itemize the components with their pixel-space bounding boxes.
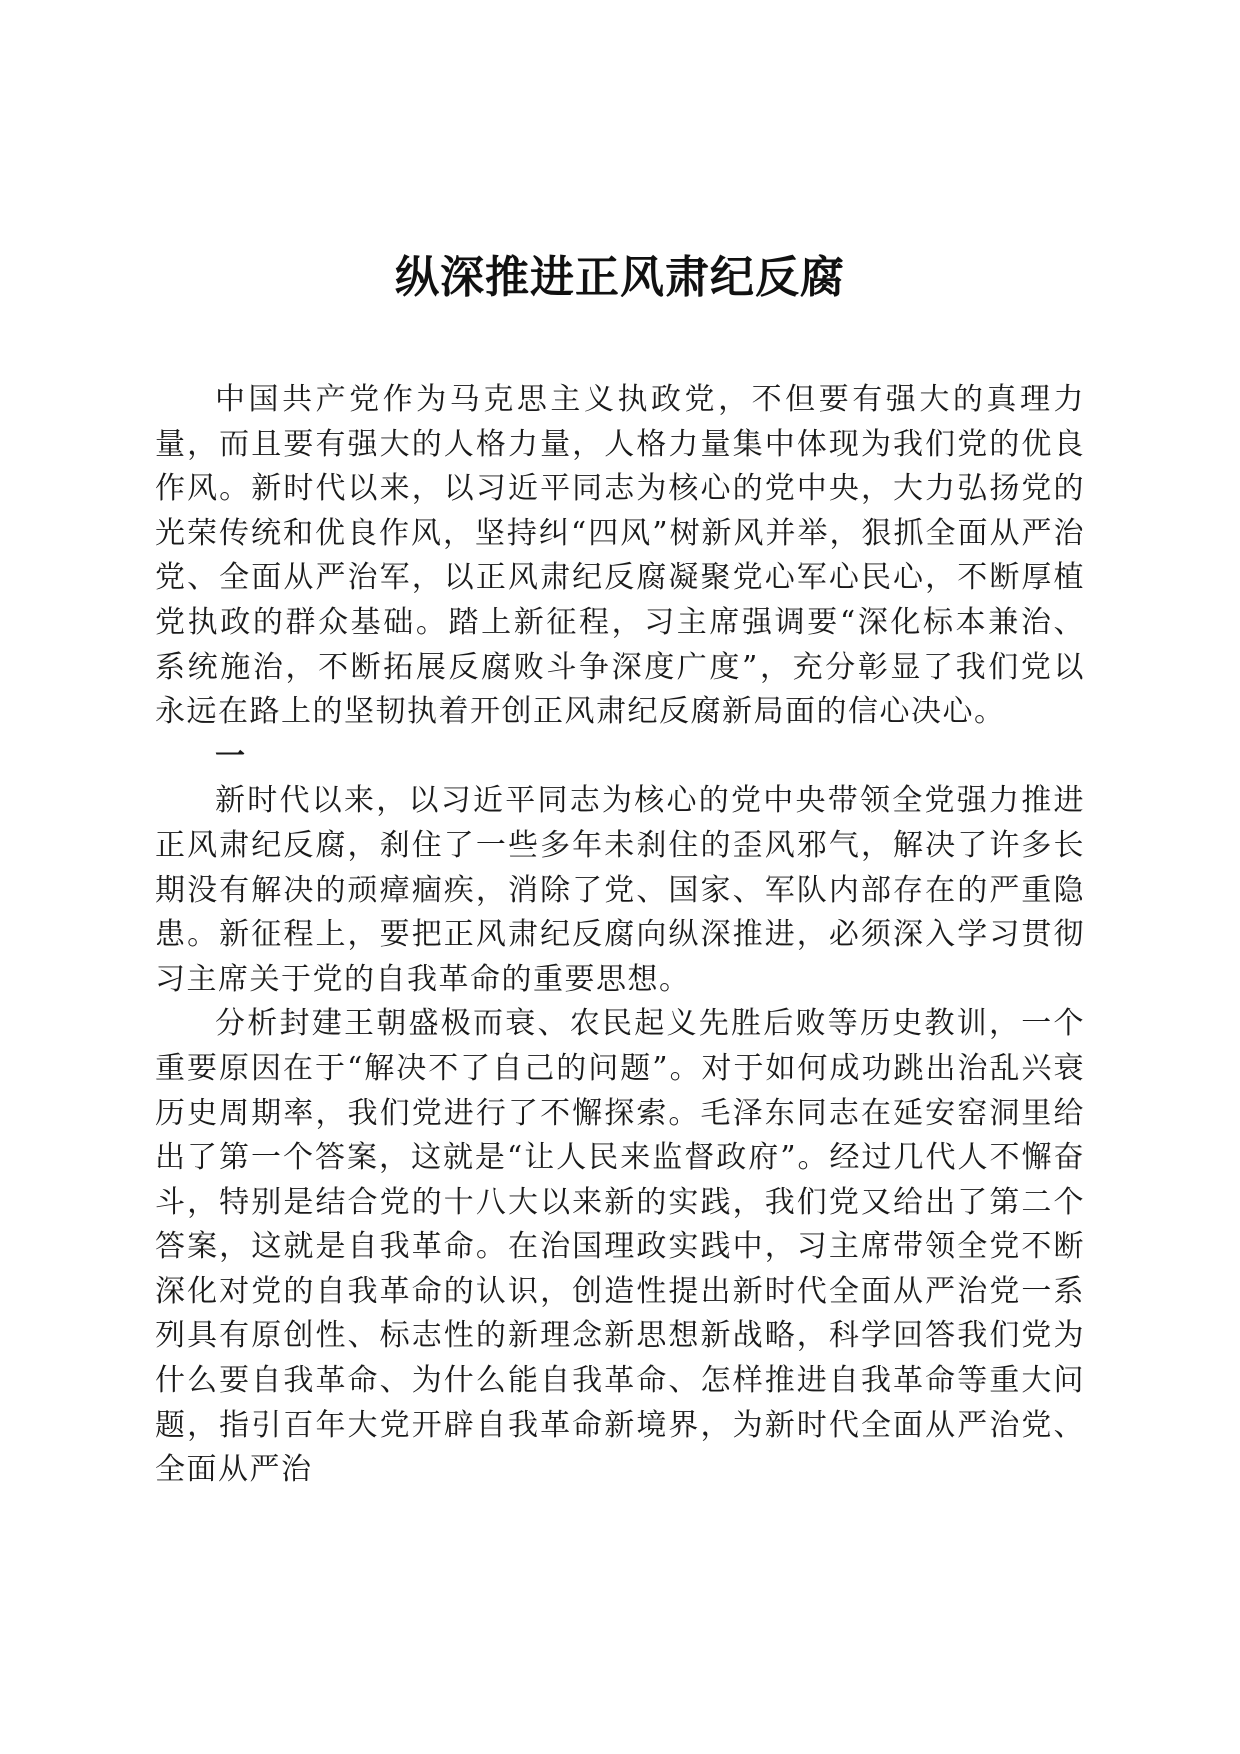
document-title: 纵深推进正风肃纪反腐 (395, 252, 845, 303)
section-paragraph: 新时代以来，以习近平同志为核心的党中央带领全党强力推进正风肃纪反腐，刹住了一些多年未刹住的歪风邪气，解决了许多长期没有解决的顽瘴痼疾，消除了党、国家、军队内部存在的严重隐患。新征程上，要把正风肃纪反腐向纵深推进，必须深入学习贯彻习主席关于党的自我革命的重要思想。 (155, 783, 1085, 997)
intro-paragraph: 中国共产党作为马克思主义执政党，不但要有强大的真理力量，而且要有强大的人格力量，人格力量集中体现为我们党的优良作风。新时代以来，以习近平同志为核心的党中央，大力弘扬党的光荣传统和优良作风，坚持纠“四风”树新风并举，狠抓全面从严治党、全面从严治军，以正风肃纪反腐凝聚党心军心民心，不断厚植党执政的群众基础。踏上新征程，习主席强调要“深化标本兼治、系统施治，不断拓展反腐败斗争深度广度”，充分彰显了我们党以永远在路上的坚韧执着开创正风肃纪反腐新局面的信心决心。 (155, 382, 1085, 730)
section-number: 一 (215, 738, 245, 774)
document-body (155, 378, 1085, 1493)
section-paragraph: 分析封建王朝盛极而衰、农民起义先胜后败等历史教训，一个重要原因在于“解决不了自己的问题”。对于如何成功跳出治乱兴衰历史周期率，我们党进行了不懈探索。毛泽东同志在延安窑洞里给出了第一个答案，这就是“让人民来监督政府”。经过几代人不懈奋斗，特别是结合党的十八大以来新的实践，我们党又给出了第二个答案，这就是自我革命。在治国理政实践中，习主席带领全党不断深化对党的自我革命的认识，创造性提出新时代全面从严治党一系列具有原创性、标志性的新理念新思想新战略，科学回答我们党为什么要自我革命、为什么能自我革命、怎样推进自我革命等重大问题，指引百年大党开辟自我革命新境界，为新时代全面从严治党、全面从严治 (155, 1006, 1085, 1488)
